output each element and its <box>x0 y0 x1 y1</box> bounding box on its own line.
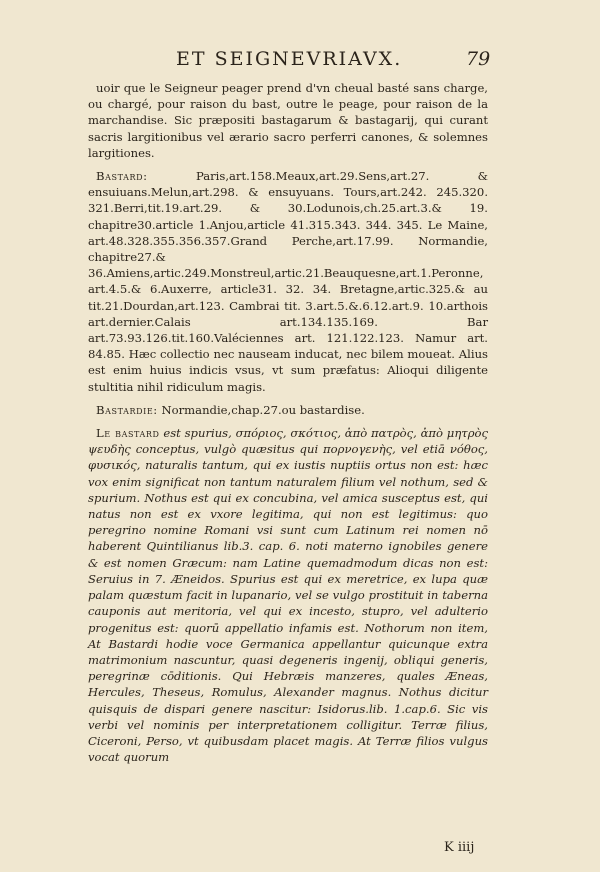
entry-head: Bastardie: <box>96 402 158 417</box>
entry-head: Bastard: <box>96 169 148 184</box>
entry-text: Paris,art.158.Meaux,art.29.Sens,art.27. & ensuiuans.Melun,art.298. & ensuyuans. Tours,art.242. 245.320. 321.Berri,tit.19.art.29. & 30.Lodunois,ch.25.art.3.& 19. chapitre30.article 1.Anjou,article 41.315.343. 344. 345. Le Maine, art.48.328.355.356.357.Grand Perche,art.17.99. Normandie, chapitre27.& 36.Amiens,artic.249.Monstreul,artic.21.Beauquesne,art.1.Peronne, art.4.5.& 6.Auxerre, article31. 32. 34. Bretagne,artic.325.& au tit.21.Dourdan,art.123. Cambrai tit. 3.art.5.&.6.12.art.9. 10.arthois art.dernier.Calais art.134.135.169. Bar art.73.93.126.tit.160.Valéciennes art. 121.122.123. Namur art. 84.85. Hæc collectio nec nauseam inducat, nec bilem moueat. Alius est enim huius indicis vsus, vt sum præfatus: Alioqui diligente stultitia nihil ridiculum magis. <box>88 169 488 394</box>
page-number: 79 <box>466 48 491 70</box>
entry-continuation <box>88 80 488 161</box>
entry-text: est spurius, σπόριος, σκότιος, ἀπὸ πατρὸς, ἀπὸ μητρὸς ψευδὴς conceptus, vulgò quæsitus qui πορνογενὴς, vel etiā νόθος, φυσικός, naturalis tantum, qui ex iustis nuptiis ortus non est: hæc vox enim significat non tantum naturalem filium vel nothum, sed & spurium. Nothus est qui ex concubina, vel amica susceptus est, qui natus non est ex vxore legitima, qui non est legitimus: quo peregrino nomine Romani vsi sunt cum Latinum rei nomen nō haberent Quintilianus lib.3. cap. 6. noti materno ignobiles genere & est nomen Græcum: nam Latine quemadmodum dicas non est: Seruius in 7. Æneidos. Spurius est qui ex meretrice, ex lupa quæ palam quæstum facit in lupanario, vel se vulgo prostituit in taberna cauponis aut meritoria, vel qui ex incesto, stupro, vel adulterio progenitus est: quorū appellatio infamis est. Nothorum non item, At Bastardi hodie voce Germanica appellantur quicunque extra matrimonium nascuntur, quasi degeneris ingenij, obliqui generis, peregrinæ cōditionis. Qui Hebræis manzeres, quales Æneas, Hercules, Theseus, Romulus, Alexander magnus. Nothus dicitur quisquis de dispari genere nascitur: Isidorus.lib. 1.cap.6. Sic vis verbi vel nominis per interpretationem colligitur. Terræ filius, Ciceroni, Perso, vt quibusdam placet magis. At Terræ filios vulgus vocat quorum <box>88 426 488 765</box>
entry-le-bastard <box>88 425 488 765</box>
entry-text: Normandie,chap.27.ou bastardise. <box>161 402 365 417</box>
entry-text: uoir que le Seigneur peager prend d'vn cheual basté sans charge, ou chargé, pour raison du bast, outre le peage, pour raison de la marchandise. Sic præpositi bastagarum & bastagarij, qui curant sacris largitionibus vel ærario sacro perferri canones, & solemnes largitiones. <box>88 81 488 160</box>
page-header <box>0 40 600 80</box>
main-text-block <box>88 80 488 765</box>
entry-bastardie <box>88 402 488 418</box>
signature-mark: K iiij <box>444 840 475 855</box>
entry-bastard-customs <box>88 168 488 395</box>
running-title: ET SEIGNEVRIAVX. <box>176 48 403 70</box>
entry-head: Le bastard <box>96 426 160 441</box>
